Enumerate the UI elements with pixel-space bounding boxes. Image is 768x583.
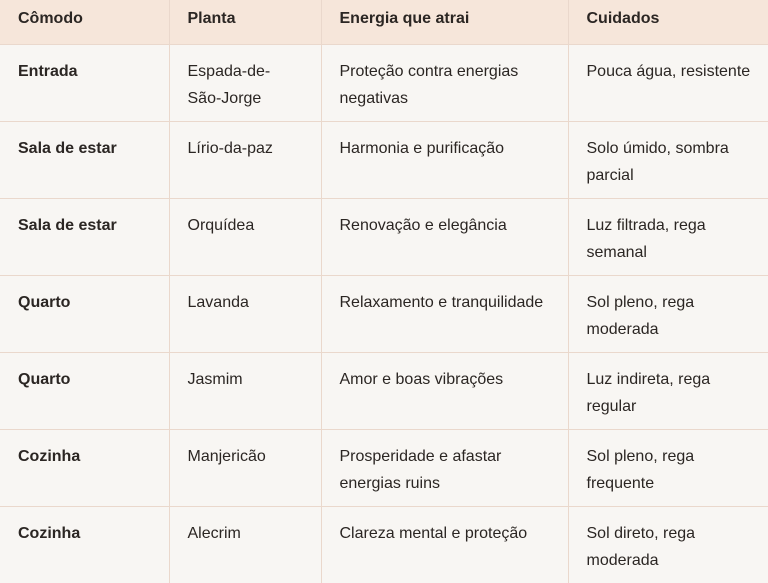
cell-energy: Relaxamento e tranquilidade	[321, 275, 568, 352]
table-row	[0, 121, 768, 198]
cell-energy: Proteção contra energias negativas	[321, 44, 568, 121]
cell-energy: Harmonia e purificação	[321, 121, 568, 198]
cell-plant: Lavanda	[169, 275, 321, 352]
cell-plant: Orquídea	[169, 198, 321, 275]
cell-room: Entrada	[0, 44, 169, 121]
cell-care: Luz filtrada, rega semanal	[568, 198, 768, 275]
table-header-row	[0, 0, 768, 44]
cell-plant: Lírio-da-paz	[169, 121, 321, 198]
cell-plant: Manjericão	[169, 429, 321, 506]
cell-plant: Alecrim	[169, 506, 321, 583]
cell-care: Pouca água, resistente	[568, 44, 768, 121]
cell-room: Cozinha	[0, 506, 169, 583]
table-row	[0, 198, 768, 275]
cell-plant: Espada-de-São-Jorge	[169, 44, 321, 121]
cell-room: Cozinha	[0, 429, 169, 506]
table-row	[0, 429, 768, 506]
cell-care: Solo úmido, sombra parcial	[568, 121, 768, 198]
cell-care: Sol pleno, rega moderada	[568, 275, 768, 352]
header-plant: Planta	[169, 0, 321, 44]
cell-care: Sol pleno, rega frequente	[568, 429, 768, 506]
cell-room: Quarto	[0, 275, 169, 352]
cell-energy: Renovação e elegância	[321, 198, 568, 275]
cell-plant: Jasmim	[169, 352, 321, 429]
cell-room: Sala de estar	[0, 198, 169, 275]
header-room: Cômodo	[0, 0, 169, 44]
table-row	[0, 275, 768, 352]
cell-care: Sol direto, rega moderada	[568, 506, 768, 583]
cell-energy: Prosperidade e afastar energias ruins	[321, 429, 568, 506]
table-row	[0, 44, 768, 121]
cell-energy: Amor e boas vibrações	[321, 352, 568, 429]
cell-care: Luz indireta, rega regular	[568, 352, 768, 429]
cell-energy: Clareza mental e proteção	[321, 506, 568, 583]
table-row	[0, 506, 768, 583]
table-row	[0, 352, 768, 429]
cell-room: Sala de estar	[0, 121, 169, 198]
header-energy: Energia que atrai	[321, 0, 568, 44]
cell-room: Quarto	[0, 352, 169, 429]
header-care: Cuidados	[568, 0, 768, 44]
